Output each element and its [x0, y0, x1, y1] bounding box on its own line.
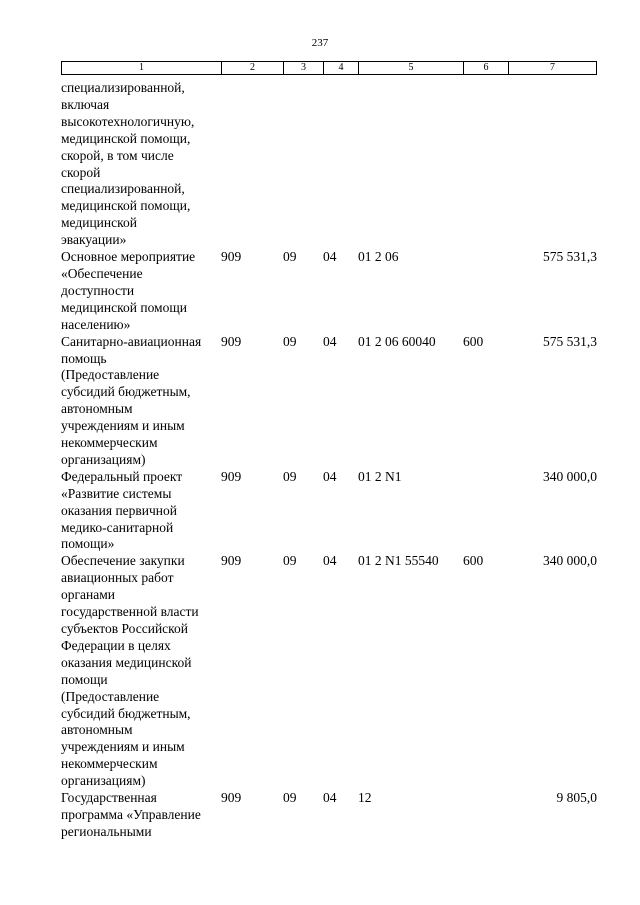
subsection-code: 04 [323, 553, 337, 569]
target-article-code: 12 [358, 790, 372, 806]
subsection-code: 04 [323, 333, 337, 349]
amount: 340 000,0 [543, 468, 597, 484]
column-header-3: 3 [284, 62, 324, 74]
row-name: Основное мероприятие «Обеспечение доступности медицинской помощи населению» [61, 249, 196, 332]
amount: 575 531,3 [543, 249, 597, 265]
subsection-code: 04 [323, 249, 337, 265]
ministry-code: 909 [221, 333, 242, 349]
row-name: Федеральный проект «Развитие системы оказания первичной медико-санитарной помощи» [61, 468, 183, 552]
column-header-2: 2 [222, 62, 284, 74]
amount: 9 805,0 [556, 790, 597, 806]
amount: 340 000,0 [543, 553, 597, 569]
subsection-code: 04 [323, 468, 337, 484]
expense-type-code: 600 [463, 333, 484, 349]
budget-table [61, 80, 601, 841]
column-header-4: 4 [324, 62, 359, 74]
row-name: специализированной, включая высокотехнологичную, медицинской помощи, скорой, в том числе скорой специализированной, медицинской помощи, медицинской эвакуации» [61, 80, 195, 248]
column-header-1: 1 [62, 62, 222, 74]
column-header-5: 5 [359, 62, 464, 74]
section-code: 09 [283, 790, 297, 806]
target-article-code: 01 2 06 [358, 249, 399, 265]
column-header-7: 7 [550, 62, 555, 73]
row-name: Обеспечение закупки авиационных работ органами государственной власти субъектов Российской Федерации в целях оказания медицинской помощи (Предоставление субсидий бюджетным, автономным учреждениям и иным некоммерческим организациям) [61, 553, 199, 789]
section-code: 09 [283, 468, 297, 484]
section-code: 09 [283, 333, 297, 349]
table-row [61, 334, 601, 469]
table-row [61, 469, 601, 554]
page-number: 237 [311, 37, 329, 49]
section-code: 09 [283, 249, 297, 265]
table-row [61, 80, 601, 249]
subsection-code: 04 [323, 790, 337, 806]
table-row [61, 553, 601, 790]
target-article-code: 01 2 N1 55540 [358, 553, 439, 569]
target-article-code: 01 2 06 60040 [358, 333, 436, 349]
ministry-code: 909 [221, 468, 242, 484]
column-header-6: 6 [464, 62, 509, 74]
target-article-code: 01 2 N1 [358, 468, 402, 484]
ministry-code: 909 [221, 553, 242, 569]
table-column-header [61, 61, 597, 75]
expense-type-code: 600 [463, 553, 484, 569]
table-row [61, 249, 601, 334]
table-row [61, 790, 601, 841]
row-name: Государственная программа «Управление региональными [61, 790, 201, 839]
ministry-code: 909 [221, 249, 242, 265]
amount: 575 531,3 [543, 333, 597, 349]
row-name: Санитарно-авиационная помощь (Предоставление субсидий бюджетным, автономным учреждениям и иным некоммерческим организациям) [61, 333, 202, 467]
ministry-code: 909 [221, 790, 242, 806]
section-code: 09 [283, 553, 297, 569]
